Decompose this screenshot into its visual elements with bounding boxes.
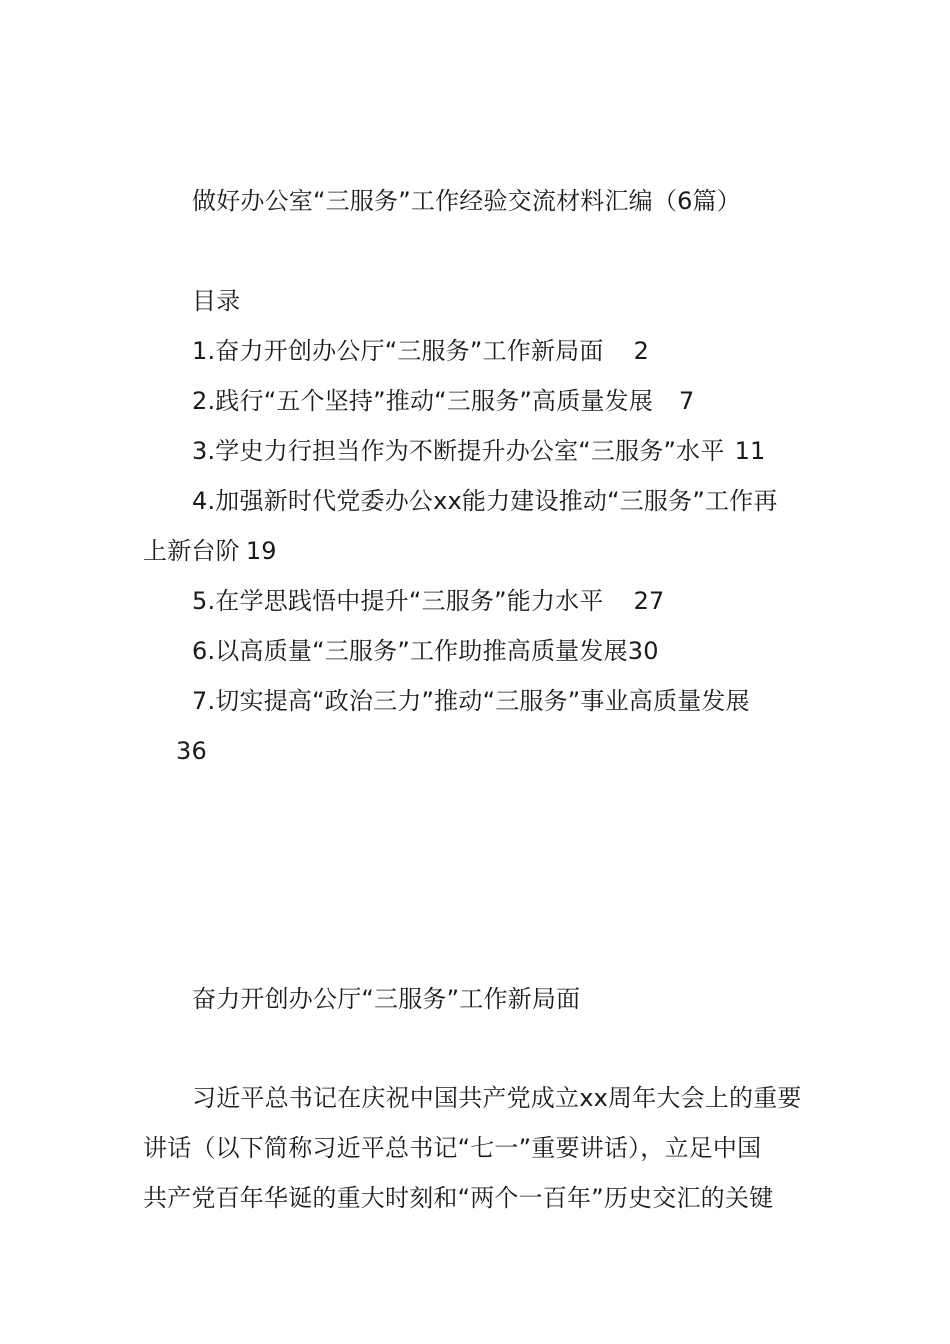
toc-entry-text: 2.践行“五个坚持”推动“三服务”高质量发展	[192, 387, 654, 415]
toc-entry-page: 19	[245, 537, 277, 565]
toc-entry-7[interactable]	[192, 684, 750, 718]
toc-entry-1[interactable]	[192, 334, 649, 368]
toc-entry-text: 上新台阶	[143, 537, 240, 565]
toc-entry-page: 30	[627, 637, 659, 665]
toc-entry-text: 1.奋力开创办公厅“三服务”工作新局面	[192, 337, 604, 365]
toc-entry-text: 4.加强新时代党委办公xx能力建设推动“三服务”工作再	[192, 487, 778, 515]
toc-entry-text: 5.在学思践悟中提升“三服务”能力水平	[192, 587, 604, 615]
toc-entry-page: 27	[633, 587, 665, 615]
article-paragraph-line: 习近平总书记在庆祝中国共产党成立xx周年大会上的重要	[192, 1084, 802, 1112]
toc-entry-page: 36	[176, 737, 207, 765]
toc-entry-2[interactable]	[192, 384, 695, 418]
toc-entry-text: 6.以高质量“三服务”工作助推高质量发展	[192, 637, 628, 665]
document-title: 做好办公室“三服务”工作经验交流材料汇编（6篇）	[192, 187, 741, 215]
toc-entry-text: 7.切实提高“政治三力”推动“三服务”事业高质量发展	[192, 687, 750, 715]
toc-entry-4[interactable]	[192, 484, 778, 518]
toc-entry-7-page-line	[176, 734, 207, 768]
toc-entry-3[interactable]	[192, 434, 766, 468]
toc-entry-page: 2	[633, 337, 650, 365]
toc-entry-4-continuation[interactable]	[143, 534, 277, 568]
toc-entry-page: 11	[734, 437, 766, 465]
article-title: 奋力开创办公厅“三服务”工作新局面	[192, 985, 581, 1013]
toc-heading: 目录	[192, 287, 241, 315]
toc-entry-5[interactable]	[192, 584, 665, 618]
article-paragraph-line: 讲话（以下简称习近平总书记“七一”重要讲话），立足中国	[143, 1134, 762, 1162]
toc-entry-text: 3.学史力行担当作为不断提升办公室“三服务”水平	[192, 437, 725, 465]
toc-entry-6[interactable]	[192, 634, 659, 668]
article-paragraph-line: 共产党百年华诞的重大时刻和“两个一百年”历史交汇的关键	[143, 1184, 774, 1212]
toc-entry-page: 7	[679, 387, 695, 415]
